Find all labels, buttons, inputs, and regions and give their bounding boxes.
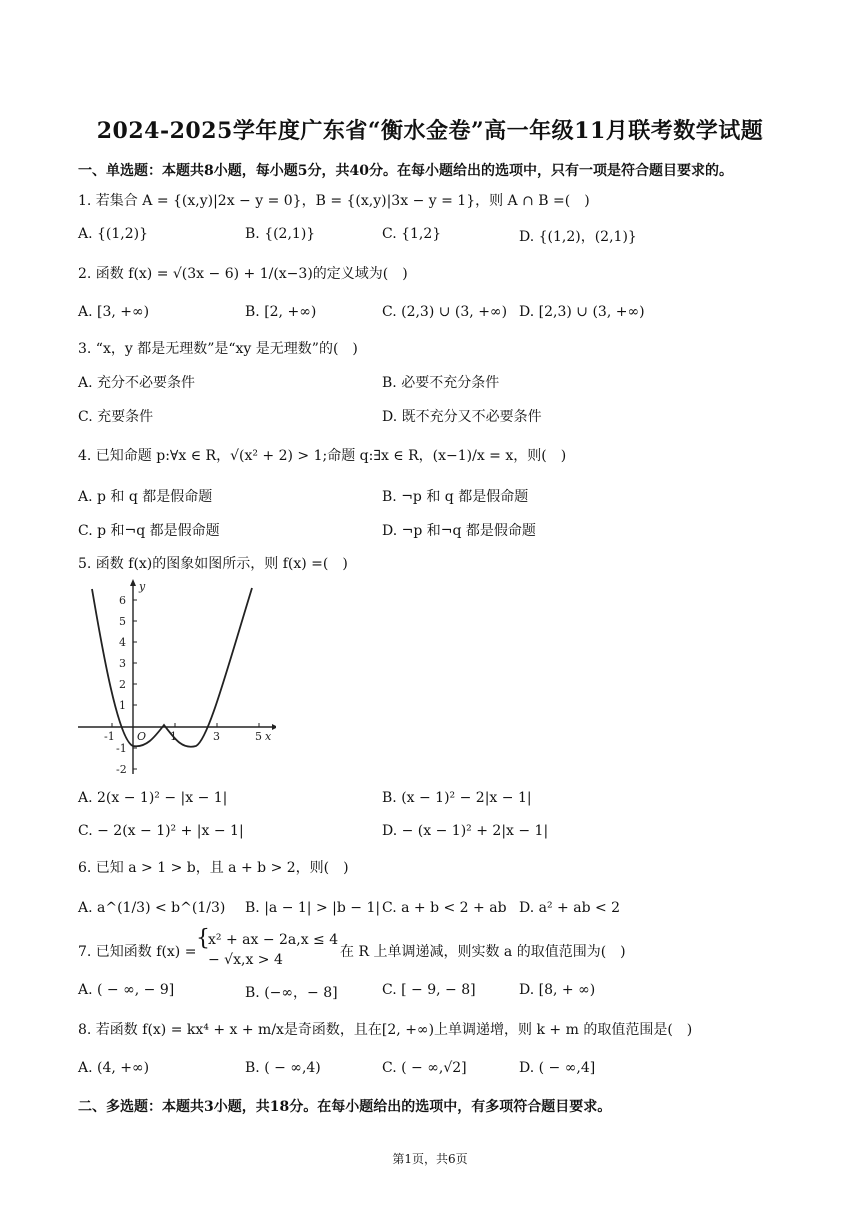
page-title: 2024-2025学年度广东省“衡水金卷”高一年级11月联考数学试题 — [96, 118, 764, 144]
q7-option-d: D. [8, + ∞) — [519, 982, 596, 998]
q8-option-d: D. ( − ∞,4] — [519, 1060, 596, 1076]
q5-option-c: C. − 2(x − 1)² + |x − 1| — [78, 823, 244, 839]
question-8-stem: 8. 若函数 f(x) = kx⁴ + x + m/x是奇函数，且在[2, +∞)上单调递增，则 k + m 的取值范围是( ) — [78, 1022, 693, 1038]
q2-option-c: C. (2,3) ∪ (3, +∞) — [382, 304, 508, 320]
q4-option-c: C. p 和¬q 都是假命题 — [78, 523, 220, 539]
y-tick-2: 2 — [119, 678, 126, 691]
q6-option-a: A. a^(1/3) < b^(1/3) — [78, 900, 226, 916]
section-2-heading: 二、多选题：本题共3小题，共18分。在每小题给出的选项中，有多项符合题目要求。 — [78, 1099, 612, 1115]
q1-option-a: A. {(1,2)} — [78, 226, 149, 242]
question-6-stem: 6. 已知 a > 1 > b，且 a + b > 2，则( ) — [78, 860, 349, 876]
y-tick-neg1: -1 — [116, 742, 127, 755]
q7-option-b: B. (−∞，− 8] — [245, 985, 338, 1001]
y-tick-neg2: -2 — [116, 763, 127, 776]
q6-option-b: B. |a − 1| > |b − 1| — [245, 900, 381, 916]
q7-option-c: C. [ − 9, − 8] — [382, 982, 476, 998]
x-axis-arrow — [272, 724, 276, 730]
q1-option-c: C. {1,2} — [382, 226, 442, 242]
q3-option-b: B. 必要不充分条件 — [382, 375, 500, 391]
piecewise-brace: { — [196, 926, 210, 951]
question-3-stem: 3. “x，y 都是无理数”是“xy 是无理数”的( ) — [78, 341, 358, 357]
q2-option-b: B. [2, +∞) — [245, 304, 317, 320]
q1-option-b: B. {(2,1)} — [245, 226, 316, 242]
page-footer: 第1页，共6页 — [392, 1152, 468, 1166]
question-4-stem: 4. 已知命题 p:∀x ∈ R，√(x² + 2) > 1;命题 q:∃x ∈ R，(x−1)/x = x，则( ) — [78, 448, 567, 464]
x-tick-5: 5 — [255, 730, 262, 743]
q5-option-d: D. − (x − 1)² + 2|x − 1| — [382, 823, 549, 839]
x-tick-1: 1 — [170, 730, 177, 743]
q2-option-d: D. [2,3) ∪ (3, +∞) — [519, 304, 645, 320]
q1-option-d: D. {(1,2)，(2,1)} — [519, 229, 637, 245]
y-tick-1: 1 — [119, 699, 126, 712]
question-5-stem: 5. 函数 f(x)的图象如图所示，则 f(x) =( ) — [78, 556, 348, 572]
q8-option-a: A. (4, +∞) — [78, 1060, 150, 1076]
q7-option-a: A. ( − ∞, − 9] — [78, 982, 175, 998]
q4-option-b: B. ¬p 和 q 都是假命题 — [382, 489, 529, 505]
q5-option-a: A. 2(x − 1)² − |x − 1| — [78, 790, 228, 806]
q3-option-a: A. 充分不必要条件 — [78, 375, 196, 391]
y-tick-4: 4 — [119, 636, 126, 649]
x-axis-label: x — [265, 730, 272, 743]
q3-option-d: D. 既不充分又不必要条件 — [382, 409, 542, 425]
q8-option-c: C. ( − ∞,√2] — [382, 1060, 467, 1076]
question-7-piece-2: − √x,x > 4 — [208, 952, 283, 968]
y-tick-5: 5 — [119, 615, 126, 628]
origin-label: O — [137, 730, 147, 743]
question-7-stem-prefix: 7. 已知函数 f(x) = — [78, 944, 197, 960]
question-7-piece-1: x² + ax − 2a,x ≤ 4 — [208, 932, 339, 948]
question-2-stem: 2. 函数 f(x) = √(3x − 6) + 1/(x−3)的定义域为( ) — [78, 266, 408, 282]
q6-option-c: C. a + b < 2 + ab — [382, 900, 507, 916]
q8-option-b: B. ( − ∞,4) — [245, 1060, 321, 1076]
q4-option-d: D. ¬p 和¬q 都是假命题 — [382, 523, 536, 539]
q2-option-a: A. [3, +∞) — [78, 304, 150, 320]
q3-option-c: C. 充要条件 — [78, 409, 154, 425]
function-graph — [76, 578, 276, 776]
q6-option-d: D. a² + ab < 2 — [519, 900, 621, 916]
q5-option-b: B. (x − 1)² − 2|x − 1| — [382, 790, 532, 806]
y-axis-arrow — [130, 579, 136, 586]
function-curve — [92, 588, 252, 747]
y-tick-6: 6 — [119, 594, 126, 607]
y-tick-3: 3 — [119, 657, 126, 670]
x-tick-neg1: -1 — [104, 730, 115, 743]
question-1-stem: 1. 若集合 A = {(x,y)|2x − y = 0}，B = {(x,y)|3x − y = 1}，则 A ∩ B =( ) — [78, 193, 590, 209]
section-1-heading: 一、单选题：本题共8小题，每小题5分，共40分。在每小题给出的选项中，只有一项是符合题目要求的。 — [78, 163, 733, 179]
q4-option-a: A. p 和 q 都是假命题 — [78, 489, 213, 505]
x-tick-3: 3 — [213, 730, 220, 743]
y-axis-label: y — [139, 580, 146, 593]
question-7-stem-suffix: 在 R 上单调递减，则实数 a 的取值范围为( ) — [340, 944, 626, 960]
